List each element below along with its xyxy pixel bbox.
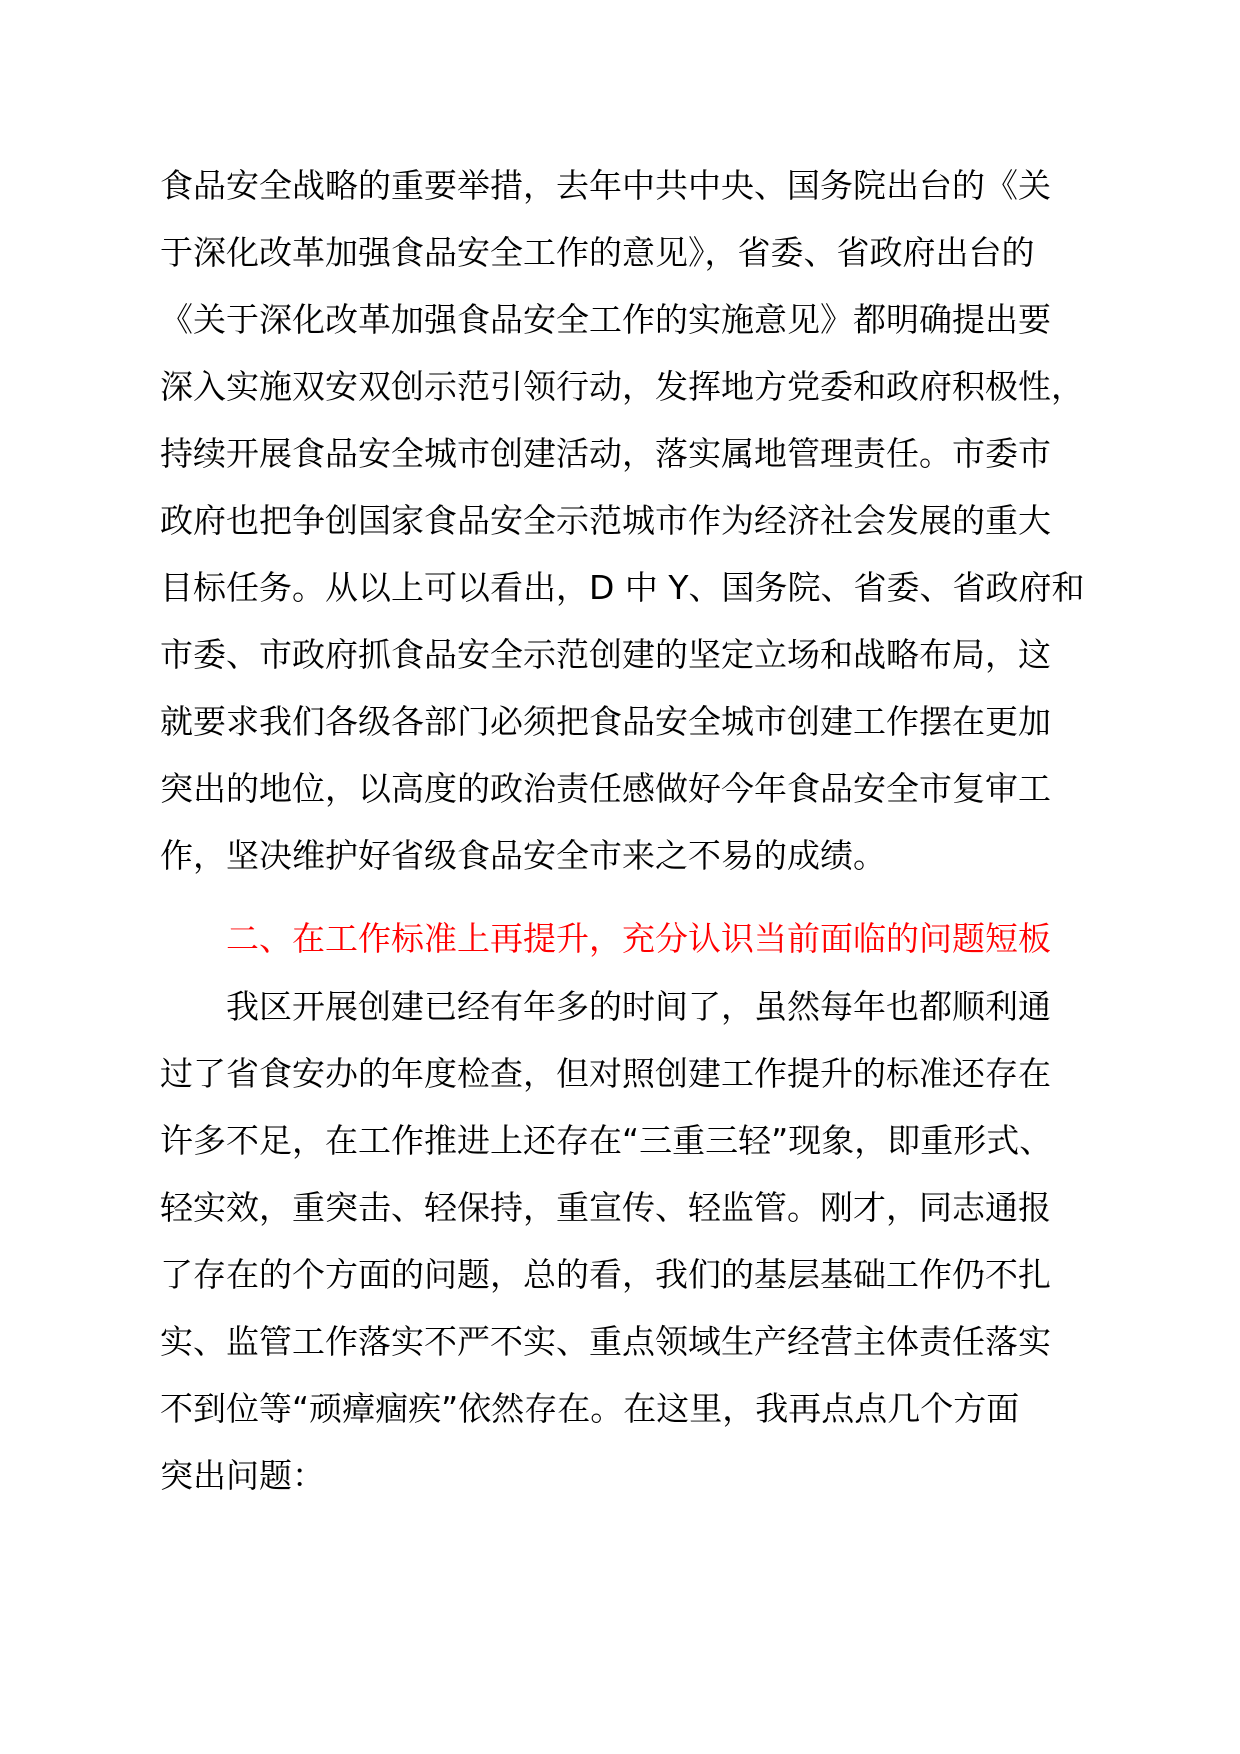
section-heading: 二、在工作标准上再提升，充分认识当前面临的问题短板 <box>226 919 1051 958</box>
text-line: 轻实效，重突击、轻保持，重宣传、轻监管。刚才，同志通报 <box>160 1188 1051 1227</box>
text-line: 《关于深化改革加强食品安全工作的实施意见》都明确提出要 <box>160 300 1051 339</box>
text-line: 许多不足，在工作推进上还存在“三重三轻”现象，即重形式、 <box>160 1121 1053 1160</box>
text-line: 作，坚决维护好省级食品安全市来之不易的成绩。 <box>160 836 886 875</box>
text-line: 持续开展食品安全城市创建活动，落实属地管理责任。市委市 <box>160 434 1051 473</box>
text-line: 市委、市政府抓食品安全示范创建的坚定立场和战略布局，这 <box>160 635 1051 674</box>
text-line: 目标任务。从以上可以看出，D 中 Y、国务院、省委、省政府和 <box>160 568 1085 607</box>
text-line: 了存在的个方面的问题，总的看，我们的基层基础工作仍不扎 <box>160 1255 1051 1294</box>
text-line: 深入实施双安双创示范引领行动，发挥地方党委和政府积极性， <box>160 367 1084 406</box>
text-line: 突出的地位，以高度的政治责任感做好今年食品安全市复审工 <box>160 769 1051 808</box>
text-line: 过了省食安办的年度检查，但对照创建工作提升的标准还存在 <box>160 1054 1051 1093</box>
text-line: 不到位等“顽瘴痼疾”依然存在。在这里，我再点点几个方面 <box>160 1389 1020 1428</box>
text-line: 政府也把争创国家食品安全示范城市作为经济社会发展的重大 <box>160 501 1051 540</box>
text-line: 突出问题： <box>160 1456 325 1495</box>
text-line: 就要求我们各级各部门必须把食品安全城市创建工作摆在更加 <box>160 702 1051 741</box>
text-line: 实、监管工作落实不严不实、重点领域生产经营主体责任落实 <box>160 1322 1051 1361</box>
text-line: 我区开展创建已经有年多的时间了，虽然每年也都顺利通 <box>226 987 1051 1026</box>
text-line: 于深化改革加强食品安全工作的意见》，省委、省政府出台的 <box>160 233 1035 272</box>
text-line: 食品安全战略的重要举措，去年中共中央、国务院出台的《关 <box>160 166 1051 205</box>
